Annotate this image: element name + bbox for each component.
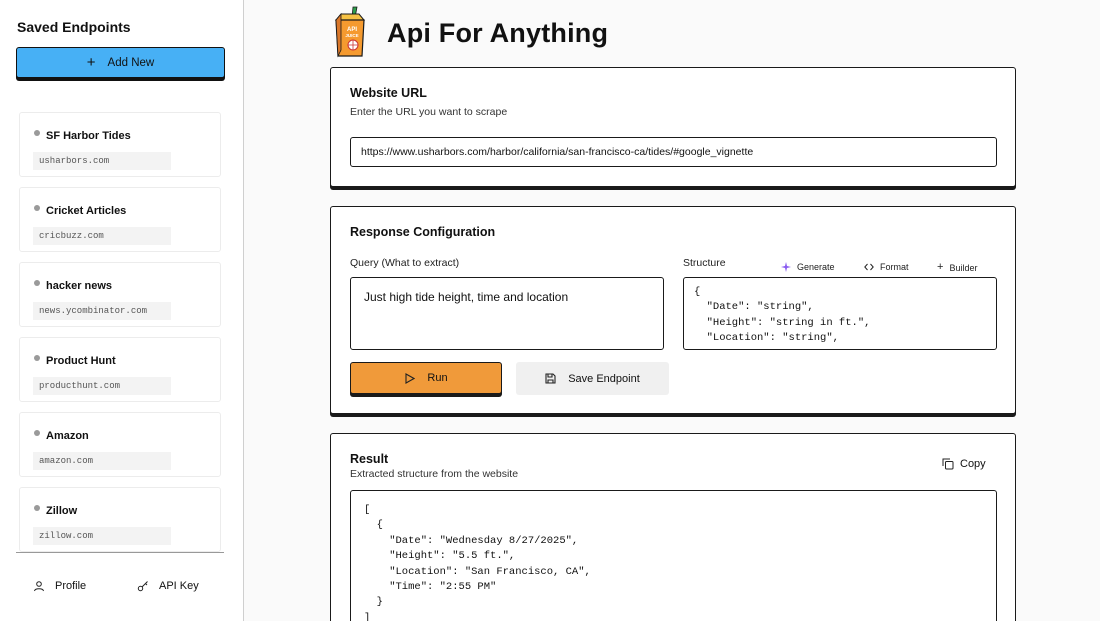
profile-link[interactable] [33,580,86,592]
endpoint-name: Amazon [46,430,89,442]
card-title: Response Configuration [350,225,496,239]
structure-editor[interactable]: { "Date": "string", "Height": "string in ft.", "Location": "string", [683,277,997,350]
user-icon [33,580,45,592]
copy-label: Copy [960,458,986,470]
response-configuration-card [330,206,1016,414]
structure-label: Structure [683,257,726,269]
endpoint-name: Cricket Articles [46,205,127,217]
generate-button[interactable] [781,262,835,272]
endpoint-item-sf-harbor-tides[interactable] [19,112,221,177]
status-dot [34,430,40,436]
builder-label: Builder [949,262,978,273]
query-textarea[interactable]: Just high tide height, time and location [350,277,664,350]
result-card [330,433,1016,621]
query-label: Query (What to extract) [350,257,460,269]
endpoint-domain: producthunt.com [33,377,171,395]
key-icon [137,580,149,592]
endpoint-domain: cricbuzz.com [33,227,171,245]
run-button[interactable] [350,362,502,394]
status-dot [34,280,40,286]
main-content [245,0,1100,621]
builder-button[interactable] [937,262,977,273]
plus-icon: + [937,261,944,273]
endpoint-name: Product Hunt [46,355,116,367]
endpoint-item-cricket-articles[interactable] [19,187,221,252]
card-subtitle: Enter the URL you want to scrape [350,106,508,118]
sparkle-icon [781,262,791,272]
plus-icon: + [86,54,96,71]
profile-label: Profile [55,580,87,592]
sidebar-divider [16,552,224,553]
endpoint-list [19,112,221,562]
copy-button[interactable] [942,458,986,470]
status-dot [34,130,40,136]
svg-text:JUICE: JUICE [345,33,359,38]
juice-box-logo-icon [331,6,367,58]
endpoint-domain: usharbors.com [33,152,171,170]
endpoint-item-zillow[interactable] [19,487,221,552]
endpoint-name: SF Harbor Tides [46,130,131,142]
sidebar-title: Saved Endpoints [17,19,131,35]
endpoint-domain: zillow.com [33,527,171,545]
endpoint-domain: news.ycombinator.com [33,302,171,320]
sidebar [0,0,244,621]
card-title: Website URL [350,86,427,100]
url-input[interactable] [350,137,997,167]
endpoint-name: hacker news [46,280,113,292]
status-dot [34,355,40,361]
endpoint-name: Zillow [46,505,78,517]
endpoint-item-amazon[interactable] [19,412,221,477]
app-title: Api For Anything [387,18,609,48]
run-label: Run [427,372,448,384]
save-icon [545,373,556,384]
api-key-label: API Key [159,580,199,592]
api-key-link[interactable] [137,580,199,592]
generate-label: Generate [797,262,835,272]
play-icon [404,373,415,384]
copy-icon [942,458,954,470]
card-subtitle: Extracted structure from the website [350,468,519,480]
card-title: Result [350,452,389,466]
endpoint-domain: amazon.com [33,452,171,470]
save-endpoint-button[interactable] [516,362,669,395]
status-dot [34,205,40,211]
add-new-button[interactable] [16,47,225,78]
save-endpoint-label: Save Endpoint [568,372,640,385]
endpoint-item-hacker-news[interactable] [19,262,221,327]
add-new-label: Add New [107,56,155,69]
endpoint-item-product-hunt[interactable] [19,337,221,402]
website-url-card [330,67,1016,187]
status-dot [34,505,40,511]
svg-text:API: API [346,27,358,33]
format-label: Format [880,262,909,272]
format-button[interactable] [864,262,909,272]
code-icon [864,262,874,272]
result-output: [ { "Date": "Wednesday 8/27/2025", "Height": "5.5 ft.", "Location": "San Francisco, CA", "Time": "2:55 PM" } ] [350,490,997,621]
